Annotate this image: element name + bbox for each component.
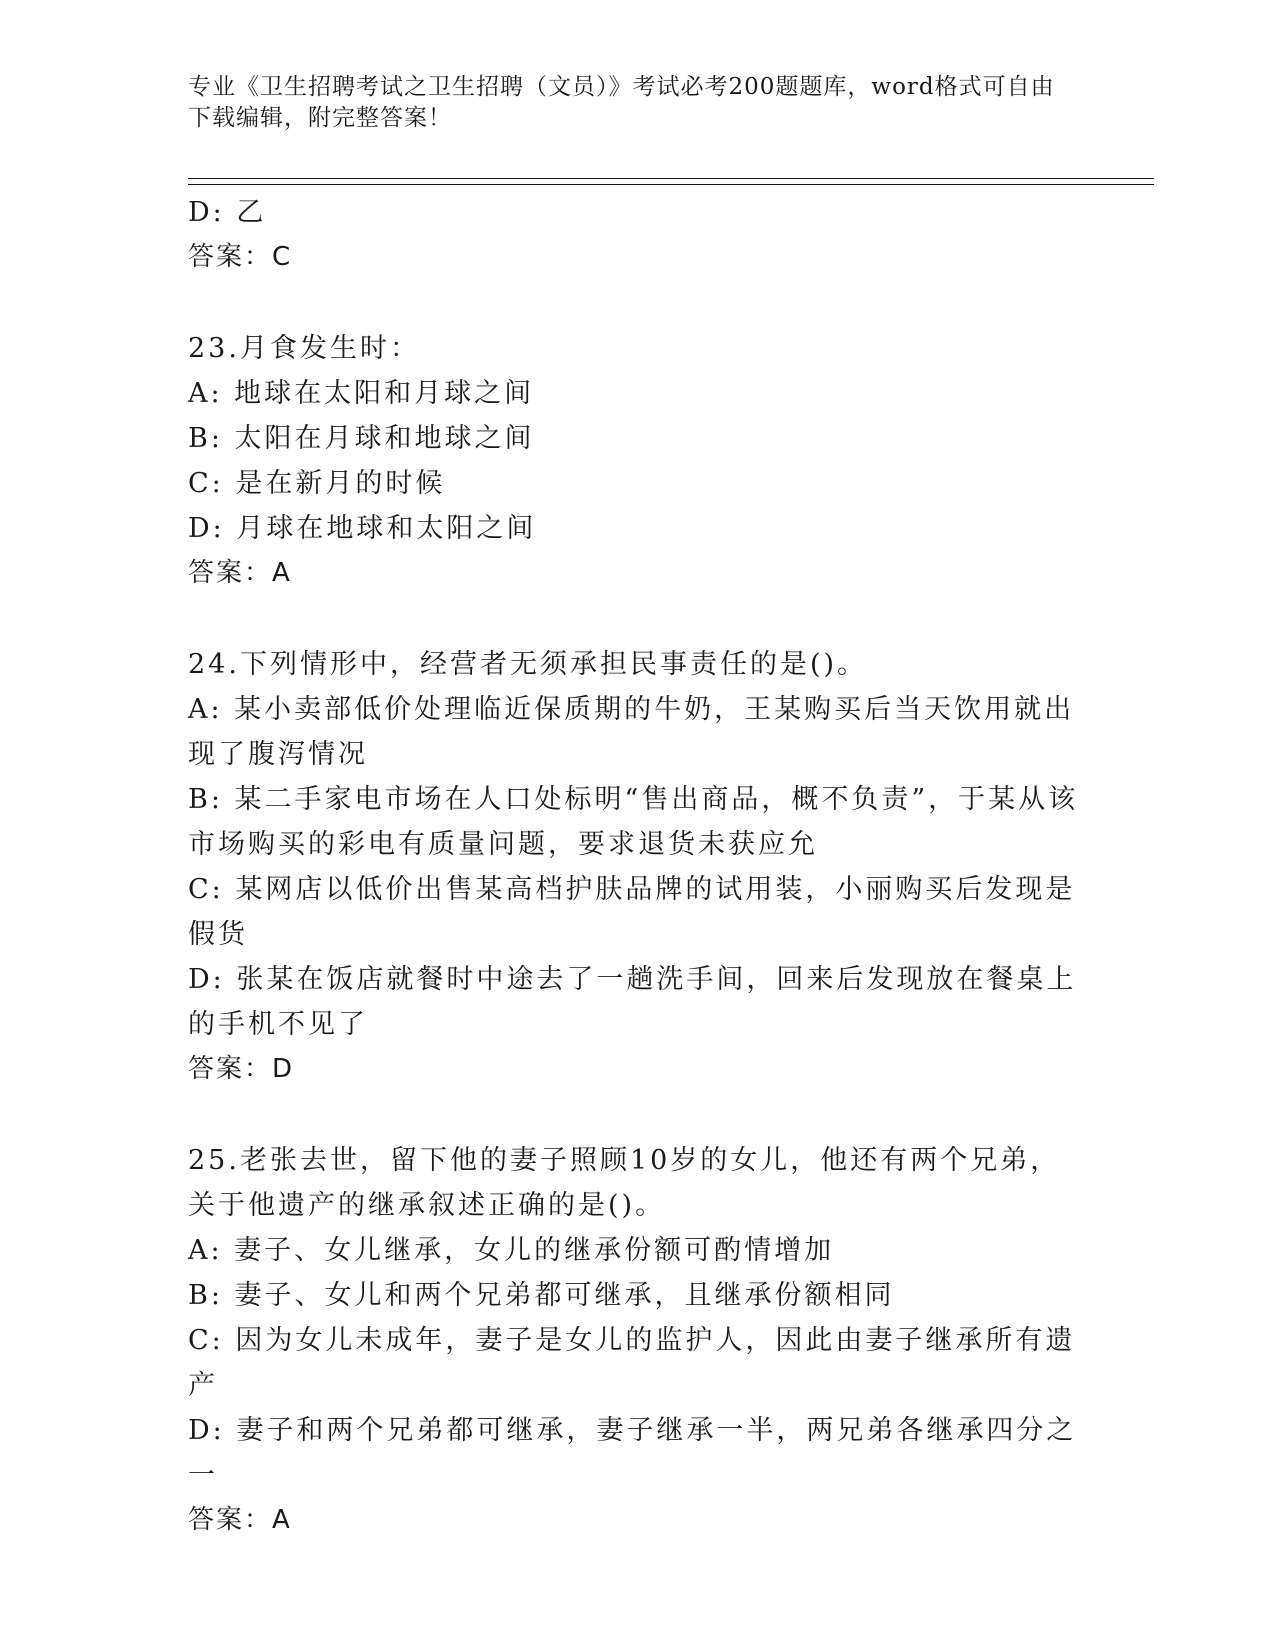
answer-line: 答案：C (188, 242, 293, 272)
page-header: 专业《卫生招聘考试之卫生招聘（文员）》考试必考200题题库，word格式可自由下载编辑，附完整答案！ (188, 74, 1055, 131)
option-c: C: 是在新月的时候 (188, 468, 446, 499)
option-c: C: 某网店以低价出售某高档护肤品牌的试用装，小丽购买后发现是假货 (188, 874, 1076, 950)
option-a: A: 某小卖部低价处理临近保质期的牛奶，王某购买后当天饮用就出现了腹泻情况 (188, 694, 1075, 770)
option-d: D: 月球在地球和太阳之间 (188, 513, 537, 544)
answer-line: 答案：A (188, 1505, 292, 1535)
previous-question-tail (188, 190, 1088, 280)
document-body (188, 190, 1088, 1543)
question-stem: 23.月食发生时： (188, 333, 420, 364)
question-stem: 24.下列情形中，经营者无须承担民事责任的是()。 (188, 649, 868, 680)
question-24 (188, 642, 1088, 1092)
answer-line: 答案：D (188, 1054, 295, 1084)
option-b: B: 妻子、女儿和两个兄弟都可继承，且继承份额相同 (188, 1280, 895, 1311)
answer-line: 答案：A (188, 558, 292, 588)
question-23 (188, 326, 1088, 596)
question-25 (188, 1138, 1088, 1543)
option-d: D: 乙 (188, 197, 267, 228)
header-divider-bottom (188, 184, 1154, 185)
option-d: D: 妻子和两个兄弟都可继承，妻子继承一半，两兄弟各继承四分之一 (188, 1415, 1077, 1491)
option-c: C: 因为女儿未成年，妻子是女儿的监护人，因此由妻子继承所有遗产 (188, 1325, 1076, 1401)
option-b: B: 太阳在月球和地球之间 (188, 423, 535, 454)
header-divider-top (188, 178, 1154, 179)
option-d: D: 张某在饭店就餐时中途去了一趟洗手间，回来后发现放在餐桌上的手机不见了 (188, 964, 1077, 1040)
option-b: B: 某二手家电市场在人口处标明“售出商品，概不负责”，于某从该市场购买的彩电有质量问题，要求退货未获应允 (188, 784, 1079, 860)
option-a: A: 妻子、女儿继承，女儿的继承份额可酌情增加 (188, 1235, 835, 1266)
option-a: A: 地球在太阳和月球之间 (188, 378, 535, 409)
question-stem: 25.老张去世，留下他的妻子照顾10岁的女儿，他还有两个兄弟，关于他遗产的继承叙述正确的是()。 (188, 1145, 1061, 1221)
